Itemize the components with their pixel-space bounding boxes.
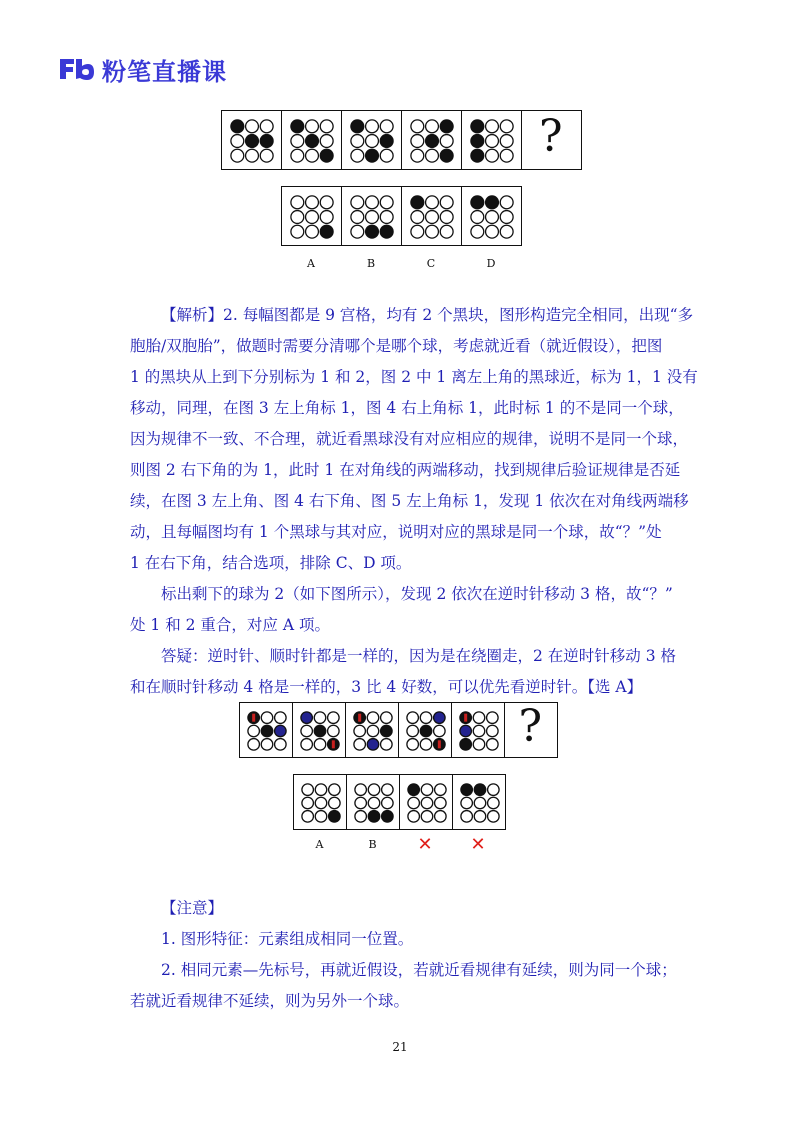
white-ball: [246, 120, 259, 133]
black-ball: [471, 120, 484, 133]
analysis-line: 移动，同理，在图 3 左上角标 1，图 4 右上角标 1，此时标 1 的不是同一个球，: [130, 399, 684, 417]
white-ball: [366, 120, 379, 133]
black-ball: [261, 725, 273, 737]
notes-section: [130, 893, 677, 1017]
option-label: B: [366, 257, 376, 270]
sequence-cell: [341, 110, 402, 170]
white-ball: [231, 135, 244, 148]
analysis-line: 1 的黑块从上到下分别标为 1 和 2，图 2 中 1 离左上角的黑球近，标为 1，1 没有: [130, 368, 698, 386]
question-mark: ?: [539, 111, 563, 162]
white-ball: [367, 712, 379, 724]
analysis-line: 和在顺时针移动 4 格是一样的，3 比 4 好数，可以优先看逆时针。【选 A】: [130, 678, 643, 696]
white-ball: [306, 196, 319, 209]
white-ball: [380, 712, 392, 724]
white-ball: [353, 725, 365, 737]
option-cell: [341, 186, 402, 246]
analysis-paragraph: [130, 300, 698, 703]
analysis-line: 处 1 和 2 重合，对应 A 项。: [130, 616, 330, 634]
white-ball: [487, 811, 499, 823]
ball-grid: [470, 195, 514, 239]
white-ball: [291, 225, 304, 238]
white-ball: [354, 797, 366, 809]
white-ball: [300, 739, 312, 751]
black-ball: [291, 120, 304, 133]
white-ball: [291, 196, 304, 209]
sequence-cell: [345, 702, 399, 758]
sequence-cell: [461, 110, 522, 170]
white-ball: [351, 135, 364, 148]
page-number: 21: [392, 1040, 408, 1054]
white-ball: [500, 120, 513, 133]
white-ball: [320, 135, 333, 148]
ball-grid: [410, 119, 454, 163]
white-ball: [440, 135, 453, 148]
white-ball: [406, 712, 418, 724]
ball-grid: [301, 783, 341, 823]
question-mark: ?: [518, 701, 543, 752]
white-ball: [314, 739, 326, 751]
white-ball: [274, 739, 286, 751]
white-ball: [261, 712, 273, 724]
white-ball: [306, 120, 319, 133]
white-ball: [314, 712, 326, 724]
white-ball: [381, 784, 393, 796]
black-ball: [411, 196, 424, 209]
white-ball: [351, 149, 364, 162]
sequence-cell: [451, 702, 505, 758]
white-ball: [406, 725, 418, 737]
white-ball: [420, 739, 432, 751]
black-ball: [328, 811, 340, 823]
cross-icon: ✕: [417, 834, 433, 855]
white-ball: [471, 225, 484, 238]
brand-name: 粉笔直播课: [102, 57, 227, 86]
white-ball: [426, 225, 439, 238]
white-ball: [327, 712, 339, 724]
white-ball: [291, 211, 304, 224]
ball-grid: [406, 711, 446, 751]
white-ball: [291, 149, 304, 162]
analysis-line: 动，且每幅图均有 1 个黑球与其对应，说明对应的黑球是同一个球，故“？”处: [130, 523, 662, 541]
white-ball: [411, 225, 424, 238]
white-ball: [486, 135, 499, 148]
white-ball: [426, 149, 439, 162]
ball-grid: [354, 783, 394, 823]
ball-grid: [350, 195, 394, 239]
white-ball: [351, 211, 364, 224]
option-label: A: [307, 257, 315, 270]
black-ball: [380, 225, 393, 238]
analysis-line: 标出剩下的球为 2（如下图所示），发现 2 依次在逆时针移动 3 格，故“？”: [130, 585, 673, 603]
analysis-line: 【解析】2. 每幅图都是 9 宫格，均有 2 个黑块，图形构造完全相同，出现“多: [161, 306, 694, 324]
ball-grid: [460, 783, 500, 823]
white-ball: [354, 784, 366, 796]
white-ball: [320, 196, 333, 209]
white-ball: [406, 739, 418, 751]
sequence-cell: [221, 110, 282, 170]
white-ball: [434, 784, 446, 796]
white-ball: [247, 725, 259, 737]
black-ball: [314, 725, 326, 737]
white-ball: [434, 797, 446, 809]
sequence-cell: [398, 702, 452, 758]
white-ball: [351, 196, 364, 209]
white-ball: [426, 211, 439, 224]
black-ball: [381, 811, 393, 823]
black-ball: [440, 120, 453, 133]
note-line: 若就近看规律不延续，则为另外一个球。: [130, 992, 410, 1010]
white-ball: [474, 797, 486, 809]
white-ball: [486, 120, 499, 133]
white-ball: [426, 196, 439, 209]
white-ball: [473, 712, 485, 724]
black-ball: [426, 135, 439, 148]
white-ball: [500, 196, 513, 209]
white-ball: [440, 211, 453, 224]
white-ball: [440, 225, 453, 238]
black-ball: [366, 149, 379, 162]
ball-grid: [459, 711, 499, 751]
ball-grid: [290, 195, 334, 239]
ball-grid: [353, 711, 393, 751]
ball-grid: [230, 119, 274, 163]
black-ball: [380, 725, 392, 737]
white-ball: [420, 712, 432, 724]
option-cell: [401, 186, 462, 246]
white-ball: [486, 739, 498, 751]
white-ball: [306, 211, 319, 224]
white-ball: [354, 811, 366, 823]
white-ball: [411, 120, 424, 133]
white-ball: [261, 739, 273, 751]
black-ball: [320, 225, 333, 238]
option-cell: [452, 774, 506, 830]
white-ball: [320, 211, 333, 224]
analysis-line: 胞胎/双胞胎”，做题时需要分清哪个是哪个球，考虑就近看（就近假设），把图: [130, 337, 663, 355]
note-line: 2. 相同元素—先标号，再就近假设，若就近看规律有延续，则为同一个球；: [130, 961, 677, 979]
white-ball: [421, 784, 433, 796]
white-ball: [500, 149, 513, 162]
black-ball: [471, 149, 484, 162]
option-label: B: [368, 838, 377, 851]
black-ball: [320, 149, 333, 162]
white-ball: [368, 797, 380, 809]
white-ball: [486, 149, 499, 162]
black-ball: [460, 784, 472, 796]
question-cell: [504, 702, 558, 758]
white-ball: [274, 712, 286, 724]
white-ball: [300, 725, 312, 737]
white-ball: [411, 211, 424, 224]
white-ball: [366, 211, 379, 224]
notes-title: 【注意】: [161, 899, 224, 917]
option-cell: [281, 186, 342, 246]
ball-grid: [470, 119, 514, 163]
white-ball: [411, 135, 424, 148]
white-ball: [366, 135, 379, 148]
red-label-mark: [437, 740, 440, 748]
white-ball: [328, 797, 340, 809]
white-ball: [486, 225, 499, 238]
black-ball: [306, 135, 319, 148]
brand-logo: [58, 54, 227, 84]
black-ball: [407, 784, 419, 796]
white-ball: [434, 811, 446, 823]
option-cell: [461, 186, 522, 246]
black-ball: [231, 120, 244, 133]
red-label-mark: [358, 714, 361, 722]
white-ball: [260, 120, 273, 133]
black-ball: [420, 725, 432, 737]
white-ball: [315, 797, 327, 809]
analysis-line: 答疑：逆时针、顺时针都是一样的，因为是在绕圈走，2 在逆时针移动 3 格: [130, 647, 677, 665]
option-label: C: [426, 257, 436, 270]
white-ball: [327, 725, 339, 737]
white-ball: [473, 739, 485, 751]
white-ball: [380, 149, 393, 162]
white-ball: [315, 784, 327, 796]
white-ball: [301, 797, 313, 809]
white-ball: [315, 811, 327, 823]
black-ball: [380, 135, 393, 148]
red-label-mark: [331, 740, 334, 748]
black-ball: [368, 811, 380, 823]
white-ball: [433, 725, 445, 737]
white-ball: [247, 739, 259, 751]
black-ball: [474, 784, 486, 796]
ball-grid: [300, 711, 340, 751]
note-line: 1. 图形特征：元素组成相同一位置。: [130, 930, 414, 948]
red-label-mark: [252, 714, 255, 722]
white-ball: [460, 797, 472, 809]
white-ball: [301, 811, 313, 823]
ball-grid: [290, 119, 334, 163]
cross-icon: ✕: [470, 834, 486, 855]
blue-marked-ball: [367, 739, 379, 751]
white-ball: [473, 725, 485, 737]
white-ball: [411, 149, 424, 162]
blue-marked-ball: [459, 725, 471, 737]
white-ball: [460, 811, 472, 823]
ball-grid: [410, 195, 454, 239]
black-ball: [246, 135, 259, 148]
analysis-line: 则图 2 右下角的为 1，此时 1 在对角线的两端移动，找到规律后验证规律是否延: [130, 461, 681, 479]
black-ball: [366, 225, 379, 238]
blue-marked-ball: [300, 712, 312, 724]
white-ball: [487, 784, 499, 796]
white-ball: [486, 725, 498, 737]
white-ball: [291, 135, 304, 148]
white-ball: [306, 225, 319, 238]
sequence-cell: [281, 110, 342, 170]
white-ball: [500, 211, 513, 224]
analysis-line: 续，在图 3 左上角、图 4 右下角、图 5 左上角标 1，发现 1 依次在对角线两端移: [130, 492, 689, 510]
white-ball: [328, 784, 340, 796]
analysis-line: 因为规律不一致、不合理，就近看黑球没有对应相应的规律，说明不是同一个球，: [130, 430, 689, 448]
white-ball: [353, 739, 365, 751]
white-ball: [306, 149, 319, 162]
white-ball: [486, 211, 499, 224]
white-ball: [260, 149, 273, 162]
fb-logo-icon: [58, 56, 96, 82]
black-ball: [440, 149, 453, 162]
question-cell: [521, 110, 582, 170]
white-ball: [500, 225, 513, 238]
white-ball: [440, 196, 453, 209]
white-ball: [426, 120, 439, 133]
white-ball: [474, 811, 486, 823]
white-ball: [380, 120, 393, 133]
black-ball: [351, 120, 364, 133]
white-ball: [471, 211, 484, 224]
sequence-cell: [292, 702, 346, 758]
white-ball: [380, 211, 393, 224]
blue-marked-ball: [433, 712, 445, 724]
white-ball: [231, 149, 244, 162]
ball-grid: [247, 711, 287, 751]
white-ball: [301, 784, 313, 796]
white-ball: [380, 739, 392, 751]
white-ball: [407, 811, 419, 823]
white-ball: [368, 784, 380, 796]
blue-marked-ball: [274, 725, 286, 737]
option-cell: [399, 774, 453, 830]
white-ball: [351, 225, 364, 238]
sequence-cell: [401, 110, 462, 170]
white-ball: [320, 120, 333, 133]
option-cell: [346, 774, 400, 830]
white-ball: [380, 196, 393, 209]
option-label: D: [486, 257, 496, 270]
ball-grid: [350, 119, 394, 163]
black-ball: [486, 196, 499, 209]
red-label-mark: [464, 714, 467, 722]
black-ball: [471, 196, 484, 209]
black-ball: [459, 739, 471, 751]
white-ball: [421, 797, 433, 809]
white-ball: [486, 712, 498, 724]
white-ball: [407, 797, 419, 809]
black-ball: [471, 135, 484, 148]
white-ball: [500, 135, 513, 148]
white-ball: [421, 811, 433, 823]
analysis-line: 1 在右下角，结合选项，排除 C、D 项。: [130, 554, 412, 572]
white-ball: [381, 797, 393, 809]
white-ball: [367, 725, 379, 737]
sequence-cell: [239, 702, 293, 758]
option-label: A: [315, 838, 324, 851]
white-ball: [487, 797, 499, 809]
option-cell: [293, 774, 347, 830]
white-ball: [366, 196, 379, 209]
white-ball: [246, 149, 259, 162]
ball-grid: [407, 783, 447, 823]
black-ball: [260, 135, 273, 148]
